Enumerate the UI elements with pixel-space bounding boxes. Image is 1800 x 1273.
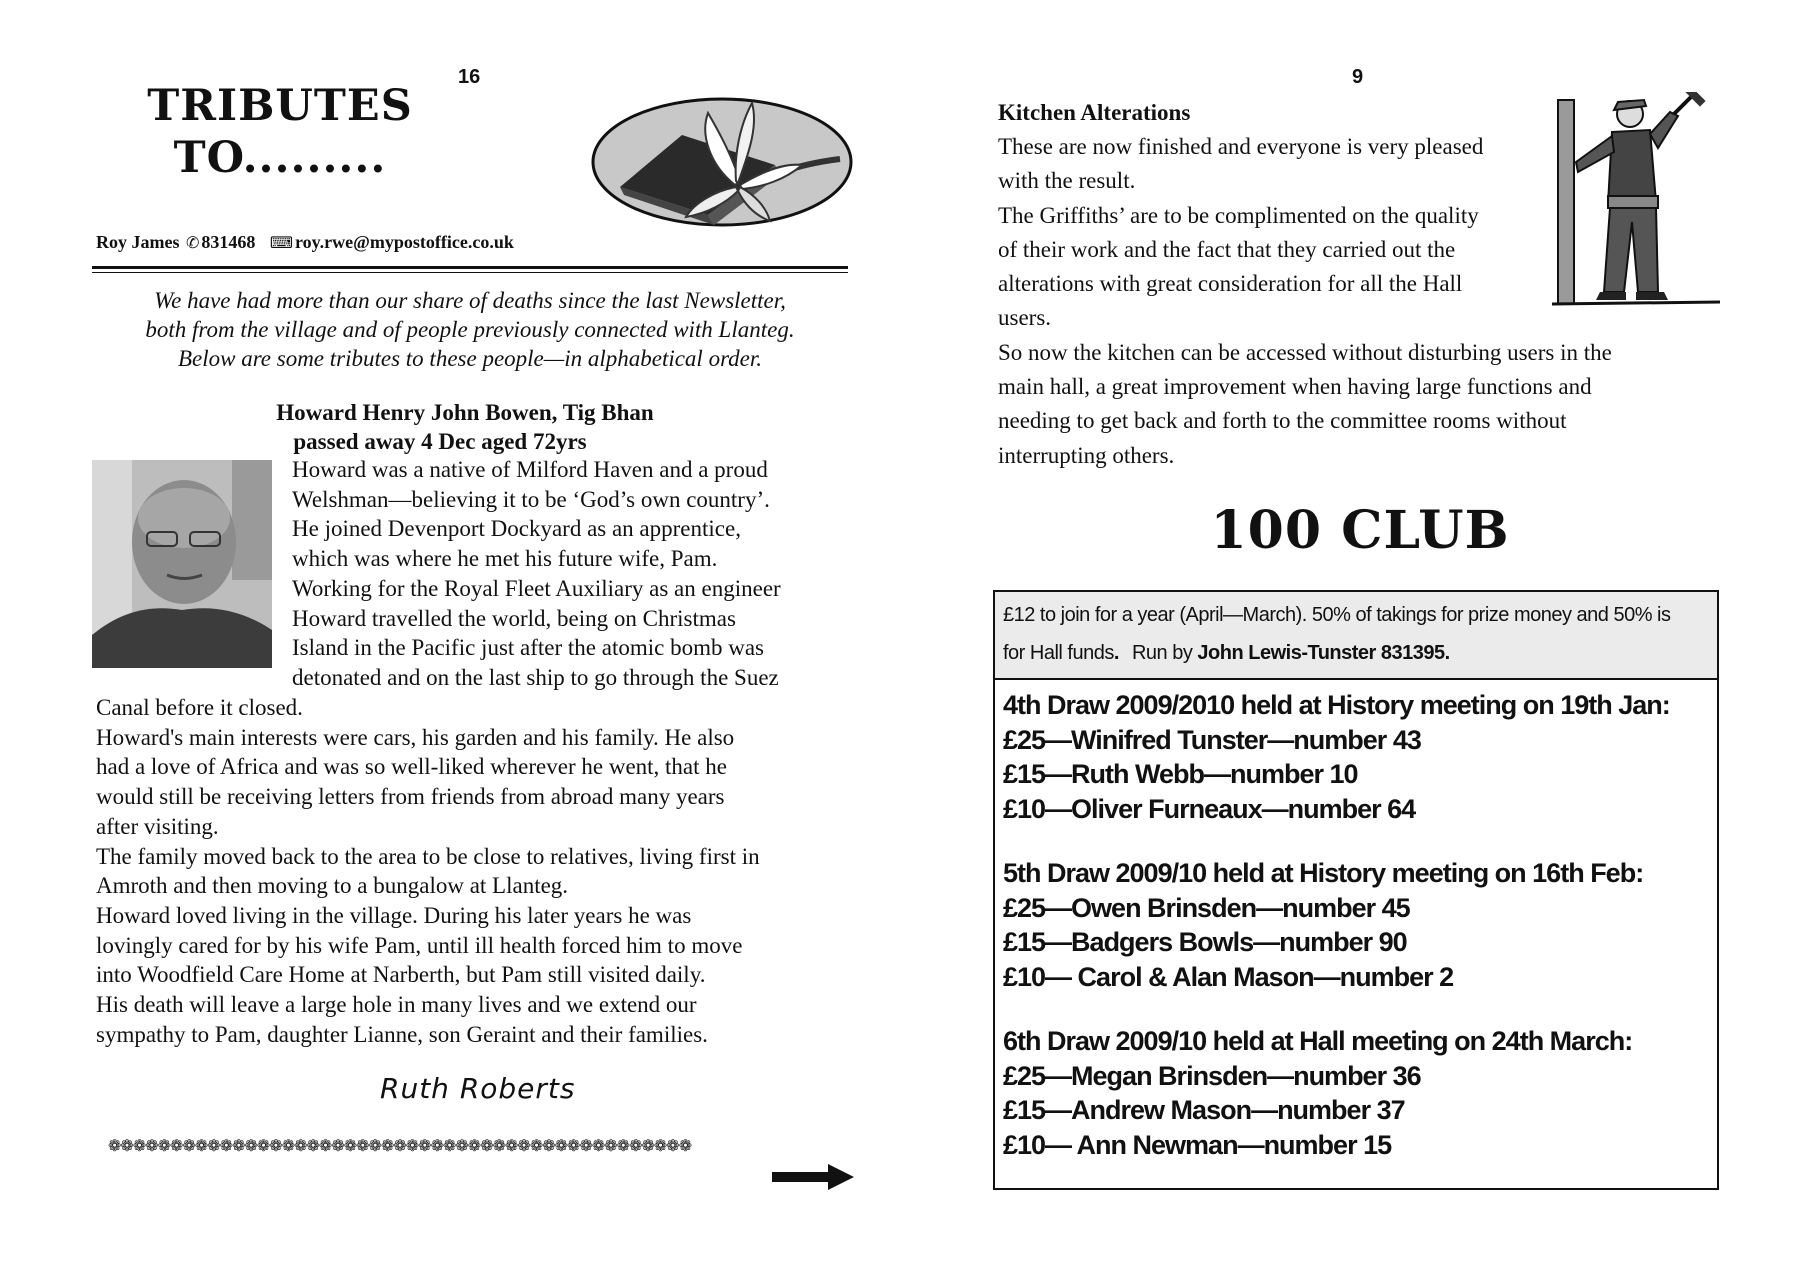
- obituary-wrapped-text: [292, 455, 781, 693]
- kitchen-line: main hall, a great improvement when having large functions and: [998, 374, 1592, 400]
- kitchen-line: So now the kitchen can be accessed without disturbing users in the: [998, 339, 1612, 365]
- intro-line: We have had more than our share of deaths since the last Newsletter,: [154, 288, 786, 313]
- contact-phone: 831468: [201, 232, 256, 252]
- kitchen-line: These are now finished and everyone is very pleased: [998, 134, 1484, 159]
- contact-line: [96, 232, 514, 253]
- obituary-line: Howard's main interests were cars, his garden and his family. He also: [96, 724, 735, 750]
- tributes-title: [130, 80, 430, 184]
- draw-heading: 4th Draw 2009/2010 held at History meeting on 19th Jan:: [1003, 690, 1670, 720]
- kitchen-text: [998, 130, 1612, 473]
- page-number-right: 9: [1352, 66, 1364, 88]
- draw-prize: £15—Ruth Webb—number 10: [1003, 759, 1358, 789]
- draw-prize: £10— Ann Newman—number 15: [1003, 1129, 1392, 1160]
- tributes-title-line1: TRIBUTES: [147, 81, 413, 131]
- obituary-line: sympathy to Pam, daughter Lianne, son Geraint and their families.: [96, 1021, 708, 1047]
- draw-prize: £25—Winifred Tunster—number 43: [1003, 724, 1421, 755]
- obituary-line: Howard loved living in the village. During his later years he was: [96, 902, 692, 928]
- ornamental-divider: ❁❁❁❁❁❁❁❁❁❁❁❁❁❁❁❁❁❁❁❁❁❁❁❁❁❁❁❁❁❁❁❁❁❁❁❁❁❁❁❁❁❁❁❁❁❁❁: [108, 1136, 692, 1152]
- intro-paragraph: [92, 286, 848, 373]
- obituary-name: Howard Henry John Bowen, Tig Bhan: [276, 400, 654, 425]
- computer-icon: ⌨: [269, 233, 293, 252]
- draw-prize: £10— Carol & Alan Mason—number 2: [1003, 961, 1454, 992]
- kitchen-line: of their work and the fact that they carried out the: [998, 236, 1456, 262]
- hundred-club-title: 100 CLUB: [1210, 500, 1510, 561]
- draw-heading: 6th Draw 2009/10 held at Hall meeting on 24th March:: [1003, 1026, 1633, 1056]
- obituary-line: His death will leave a large hole in many lives and we extend our: [96, 992, 697, 1018]
- draw-results: [1003, 688, 1670, 1192]
- portrait-image: [92, 460, 272, 668]
- obituary-line: Howard was a native of Milford Haven and a proud: [292, 457, 768, 482]
- draw-heading: 5th Draw 2009/10 held at History meeting on 16th Feb:: [1003, 858, 1644, 888]
- page-number-left: 16: [458, 66, 481, 88]
- obituary-dates: passed away 4 Dec aged 72yrs: [293, 429, 587, 454]
- draw-prize: £25—Owen Brinsden—number 45: [1003, 892, 1410, 923]
- lily-book-illustration: [590, 95, 854, 229]
- club-info-funds: for Hall funds: [1003, 642, 1114, 664]
- contact-name: Roy James: [96, 232, 180, 252]
- club-info-run-by: Run by: [1131, 642, 1193, 664]
- hundred-club-box: [993, 590, 1719, 1190]
- obituary-line: Canal before it closed.: [96, 695, 303, 720]
- kitchen-line: alterations with great consideration for all the Hall: [998, 271, 1463, 297]
- draw-prize: £10—Oliver Furneaux—number 64: [1003, 793, 1416, 824]
- obituary-line: after visiting.: [96, 813, 219, 839]
- carpenter-illustration: [1552, 92, 1722, 310]
- draw-group: [1003, 1024, 1670, 1162]
- kitchen-line: with the result.: [998, 168, 1136, 194]
- obituary-line: Working for the Royal Fleet Auxiliary as an engineer: [292, 575, 781, 601]
- club-info-contact: John Lewis-Tunster 831395.: [1197, 642, 1450, 664]
- obituary-line: detonated and on the last ship to go through the Suez: [292, 664, 779, 690]
- draw-prize: £25—Megan Brinsden—number 36: [1003, 1060, 1421, 1091]
- kitchen-line: interrupting others.: [998, 442, 1175, 468]
- kitchen-line: users.: [998, 305, 1052, 331]
- draw-prize: £15—Andrew Mason—number 37: [1003, 1095, 1405, 1125]
- header-rule-thick: [92, 266, 848, 269]
- continue-arrow-icon: [772, 1164, 854, 1190]
- contact-email[interactable]: roy.rwe@mypostoffice.co.uk: [295, 232, 514, 252]
- obituary-line: Island in the Pacific just after the atomic bomb was: [292, 635, 765, 661]
- obituary-line: Amroth and then moving to a bungalow at Llanteg.: [96, 873, 569, 899]
- obituary-line: had a love of Africa and was so well-liked wherever he went, that he: [96, 754, 727, 780]
- obituary-line: He joined Devenport Dockyard as an apprentice,: [292, 516, 741, 542]
- kitchen-line: The Griffiths’ are to be complimented on the quality: [998, 202, 1479, 228]
- intro-line: both from the village and of people previously connected with Llanteg.: [145, 317, 795, 342]
- worker-figure-icon: [1576, 100, 1678, 300]
- phone-icon: ✆: [186, 233, 200, 252]
- obituary-heading: [92, 398, 848, 456]
- obituary-line: would still be receiving letters from friends from abroad many years: [96, 784, 725, 810]
- club-info-panel: [995, 592, 1717, 680]
- portrait-photo: [92, 460, 272, 668]
- club-info-line: [1003, 642, 1450, 665]
- intro-line: Below are some tributes to these people—in alphabetical order.: [177, 346, 763, 371]
- club-info-dot: .: [1113, 642, 1119, 664]
- author-signature: Ruth Roberts: [380, 1072, 576, 1105]
- obituary-full-text: [96, 693, 760, 1049]
- club-info-line: £12 to join for a year (April—March). 50% of takings for prize money and 50% is: [1003, 604, 1671, 626]
- header-rule-thin: [92, 272, 848, 273]
- obituary-line: The family moved back to the area to be close to relatives, living first in: [96, 843, 760, 869]
- tributes-title-line2: TO.........: [173, 133, 387, 183]
- draw-group: [1003, 688, 1670, 826]
- kitchen-section-title: Kitchen Alterations: [998, 100, 1191, 125]
- draw-prize: £15—Badgers Bowls—number 90: [1003, 927, 1407, 957]
- obituary-line: lovingly cared for by his wife Pam, until ill health forced him to move: [96, 932, 743, 958]
- hammer-icon: [1674, 92, 1706, 114]
- obituary-line: into Woodfield Care Home at Narberth, but Pam still visited daily.: [96, 962, 706, 988]
- kitchen-line: needing to get back and forth to the committee rooms without: [998, 408, 1567, 434]
- draw-group: [1003, 856, 1670, 994]
- obituary-line: Welshman—believing it to be ‘God’s own country’.: [292, 486, 770, 512]
- obituary-line: which was where he met his future wife, Pam.: [292, 546, 718, 572]
- obituary-line: Howard travelled the world, being on Christmas: [292, 605, 736, 631]
